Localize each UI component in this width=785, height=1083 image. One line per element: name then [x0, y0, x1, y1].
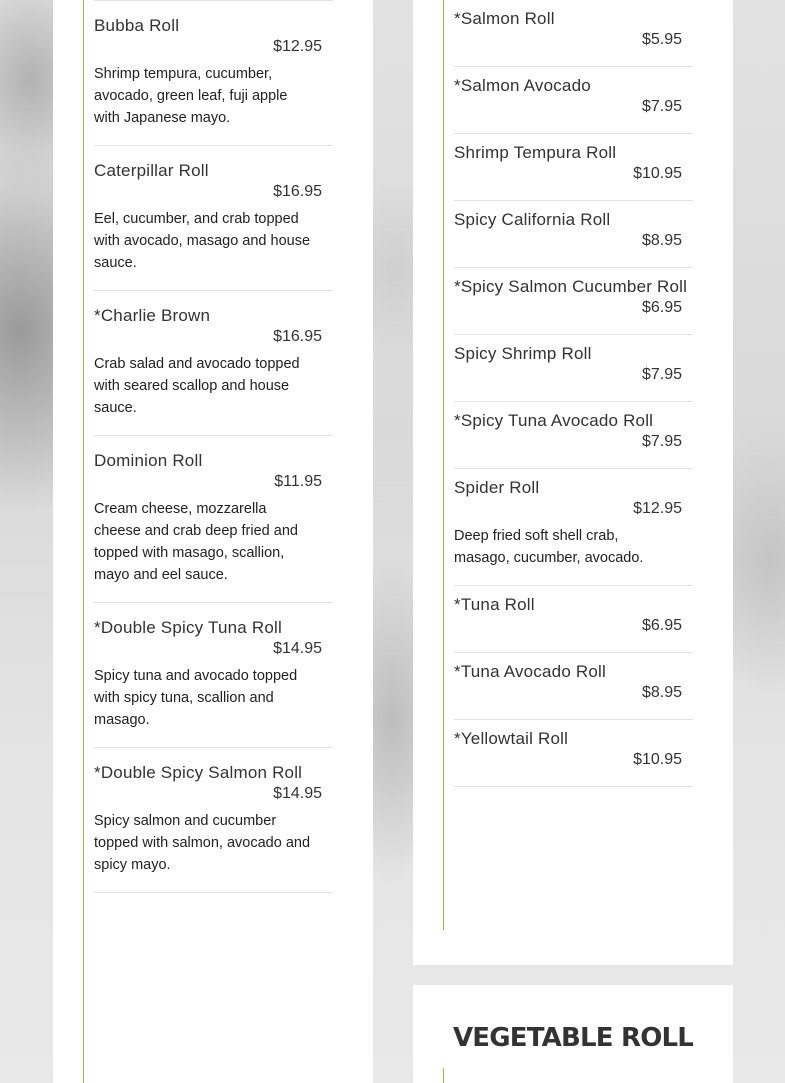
- menu-item: [454, 0, 693, 67]
- menu-panel-left: [53, 0, 373, 1083]
- section-title-vegetable-roll: VEGETABLE ROLL: [452, 1023, 694, 1053]
- item-price: $8.95: [641, 232, 682, 249]
- item-price: $7.95: [641, 98, 682, 115]
- item-name: *Salmon Avocado: [454, 76, 591, 95]
- accent-line-right: [443, 0, 444, 930]
- item-price: $11.95: [274, 473, 322, 490]
- accent-line-veg: [443, 1068, 444, 1083]
- item-description: Spicy salmon and cucumber topped with salmon, avocado and spicy mayo.: [94, 813, 311, 873]
- menu-item: [94, 1, 333, 146]
- item-name: *Charlie Brown: [94, 306, 211, 325]
- item-price: $14.95: [273, 640, 322, 657]
- item-name: *Spicy Salmon Cucumber Roll: [454, 277, 688, 296]
- menu-item: [94, 748, 333, 893]
- item-description: Spicy tuna and avocado topped with spicy tuna, scallion and masago.: [94, 668, 298, 728]
- menu-item: [454, 720, 693, 787]
- item-name: *Double Spicy Tuna Roll: [94, 618, 282, 637]
- menu-item: [454, 134, 693, 201]
- menu-item: [454, 335, 693, 402]
- item-name: Spider Roll: [454, 478, 540, 497]
- item-name: Spicy Shrimp Roll: [454, 344, 592, 363]
- item-price: $6.95: [641, 617, 682, 634]
- menu-item: [454, 402, 693, 469]
- menu-item: [454, 268, 693, 335]
- item-name: *Spicy Tuna Avocado Roll: [454, 411, 654, 430]
- item-description: Deep fried soft shell crab, masago, cucumber, avocado.: [454, 528, 644, 566]
- item-price: $14.95: [273, 785, 322, 802]
- menu-item: [94, 291, 333, 436]
- item-name: *Tuna Avocado Roll: [454, 662, 606, 681]
- menu-item: [454, 469, 693, 586]
- item-price: $12.95: [633, 500, 682, 517]
- accent-line-left: [83, 0, 84, 1083]
- menu-item: [454, 201, 693, 268]
- item-name: Dominion Roll: [94, 451, 203, 470]
- menu-item: [454, 653, 693, 720]
- vegetable-roll-panel: [413, 985, 733, 1083]
- item-name: *Salmon Roll: [454, 9, 555, 28]
- item-price: $5.95: [641, 31, 682, 48]
- item-price: $10.95: [633, 165, 682, 182]
- item-price: $6.95: [641, 299, 682, 316]
- item-name: Bubba Roll: [94, 16, 180, 35]
- item-description: Crab salad and avocado topped with seared scallop and house sauce.: [94, 356, 300, 416]
- menu-item: [454, 586, 693, 653]
- menu-item: [94, 146, 333, 291]
- item-name: *Tuna Roll: [454, 595, 535, 614]
- item-description: Cream cheese, mozzarella cheese and crab deep fried and topped with masago, scallion, mayo and eel sauce.: [94, 501, 298, 583]
- item-price: $12.95: [273, 38, 322, 55]
- item-price: $16.95: [273, 183, 322, 200]
- menu-panel-right: [413, 0, 733, 965]
- item-price: $7.95: [641, 433, 682, 450]
- item-price: $10.95: [633, 751, 682, 768]
- item-price: $7.95: [641, 366, 682, 383]
- item-name: Spicy California Roll: [454, 210, 611, 229]
- item-description: Shrimp tempura, cucumber, avocado, green leaf, fuji apple with Japanese mayo.: [94, 66, 288, 126]
- item-price: $16.95: [273, 328, 322, 345]
- item-name: Caterpillar Roll: [94, 161, 209, 180]
- item-description: Eel, cucumber, and crab topped with avocado, masago and house sauce.: [94, 211, 311, 271]
- menu-item: [94, 603, 333, 748]
- item-name: *Yellowtail Roll: [454, 729, 569, 748]
- item-price: $8.95: [641, 684, 682, 701]
- menu-item: [454, 67, 693, 134]
- menu-list-right: [454, 0, 693, 787]
- menu-item: [94, 436, 333, 603]
- item-name: Shrimp Tempura Roll: [454, 143, 617, 162]
- item-name: *Double Spicy Salmon Roll: [94, 763, 303, 782]
- menu-list-left: [94, 0, 333, 893]
